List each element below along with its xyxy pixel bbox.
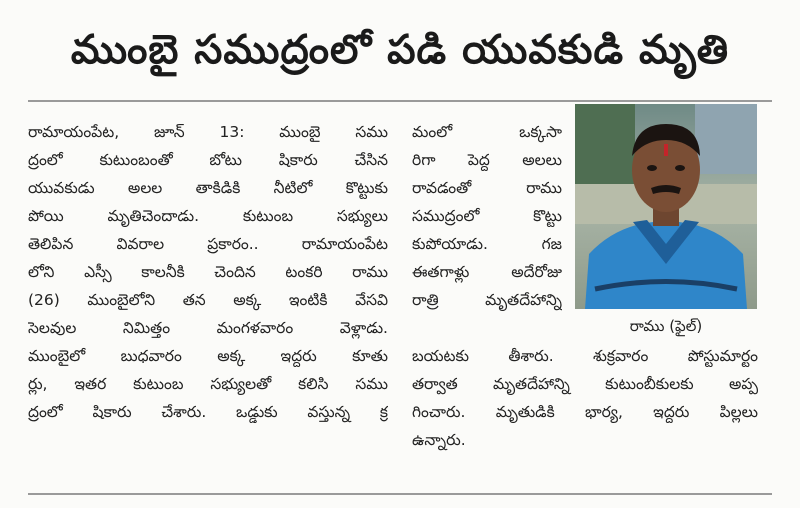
article-line: సెలవుల నిమిత్తం మంగళవారం వెళ్లాడు.	[28, 319, 388, 337]
article-line: కుపోయాడు. గజ	[412, 235, 562, 253]
headline: ముంబై సముద్రంలో పడి యువకుడి మృతి	[70, 27, 730, 73]
article-line: బయటకు తీశారు. శుక్రవారం పోస్టుమార్టం	[412, 347, 758, 365]
photo-caption: రాము (ఫైల్)	[629, 317, 703, 335]
article-line: తర్వాత మృతదేహాన్ని కుటుంబీకులకు అప్ప	[412, 375, 758, 393]
article-line: రాత్రి మృతదేహాన్ని	[412, 291, 562, 309]
article-line: సముద్రంలో కొట్టు	[412, 207, 562, 225]
article-line: యువకుడు అలల తాకిడికి నీటిలో కొట్టుకు	[28, 179, 388, 197]
article-line: ర్లు, ఇతర కుటుంబ సభ్యులతో కలిసి సము	[28, 375, 388, 393]
article-line: రామాయంపేట, జూన్ 13: ముంబై సము	[28, 123, 388, 141]
article-line: పోయి మృతిచెందాడు. కుటుంబ సభ్యులు	[28, 207, 388, 225]
article-line: లోని ఎస్సీ కాలనీకి చెందిన టంకరి రాము	[28, 263, 388, 281]
footer-rule	[28, 493, 772, 495]
article-line: (26) ముంబైలోని తన అక్క ఇంటికి వేసవి	[28, 291, 388, 309]
portrait-illustration	[575, 104, 757, 309]
article-line: ఈతగాళ్లు అదేరోజు	[412, 263, 562, 281]
article-line: రావడంతో రాము	[412, 179, 562, 197]
article-line: తెలిపిన వివరాల ప్రకారం.. రామాయంపేట	[28, 235, 388, 253]
article-line: మంలో ఒక్కసా	[412, 123, 562, 141]
article-line: ద్రంలో షికారు చేశారు. ఒడ్డుకు వస్తున్న క్ర	[28, 403, 388, 421]
article-line: ద్రంలో కుటుంబంతో బోటు షికారు చేసిన	[28, 151, 388, 169]
portrait-photo	[575, 104, 757, 309]
article-line: ఉన్నారు.	[412, 431, 466, 449]
article-line: రిగా పెద్ద అలలు	[412, 151, 562, 169]
article-line: గించారు. మృతుడికి భార్య, ఇద్దరు పిల్లలు	[412, 403, 758, 421]
headline-rule	[28, 100, 772, 102]
article-line: ముంబైలో బుధవారం అక్క ఇద్దరు కూతు	[28, 347, 388, 365]
